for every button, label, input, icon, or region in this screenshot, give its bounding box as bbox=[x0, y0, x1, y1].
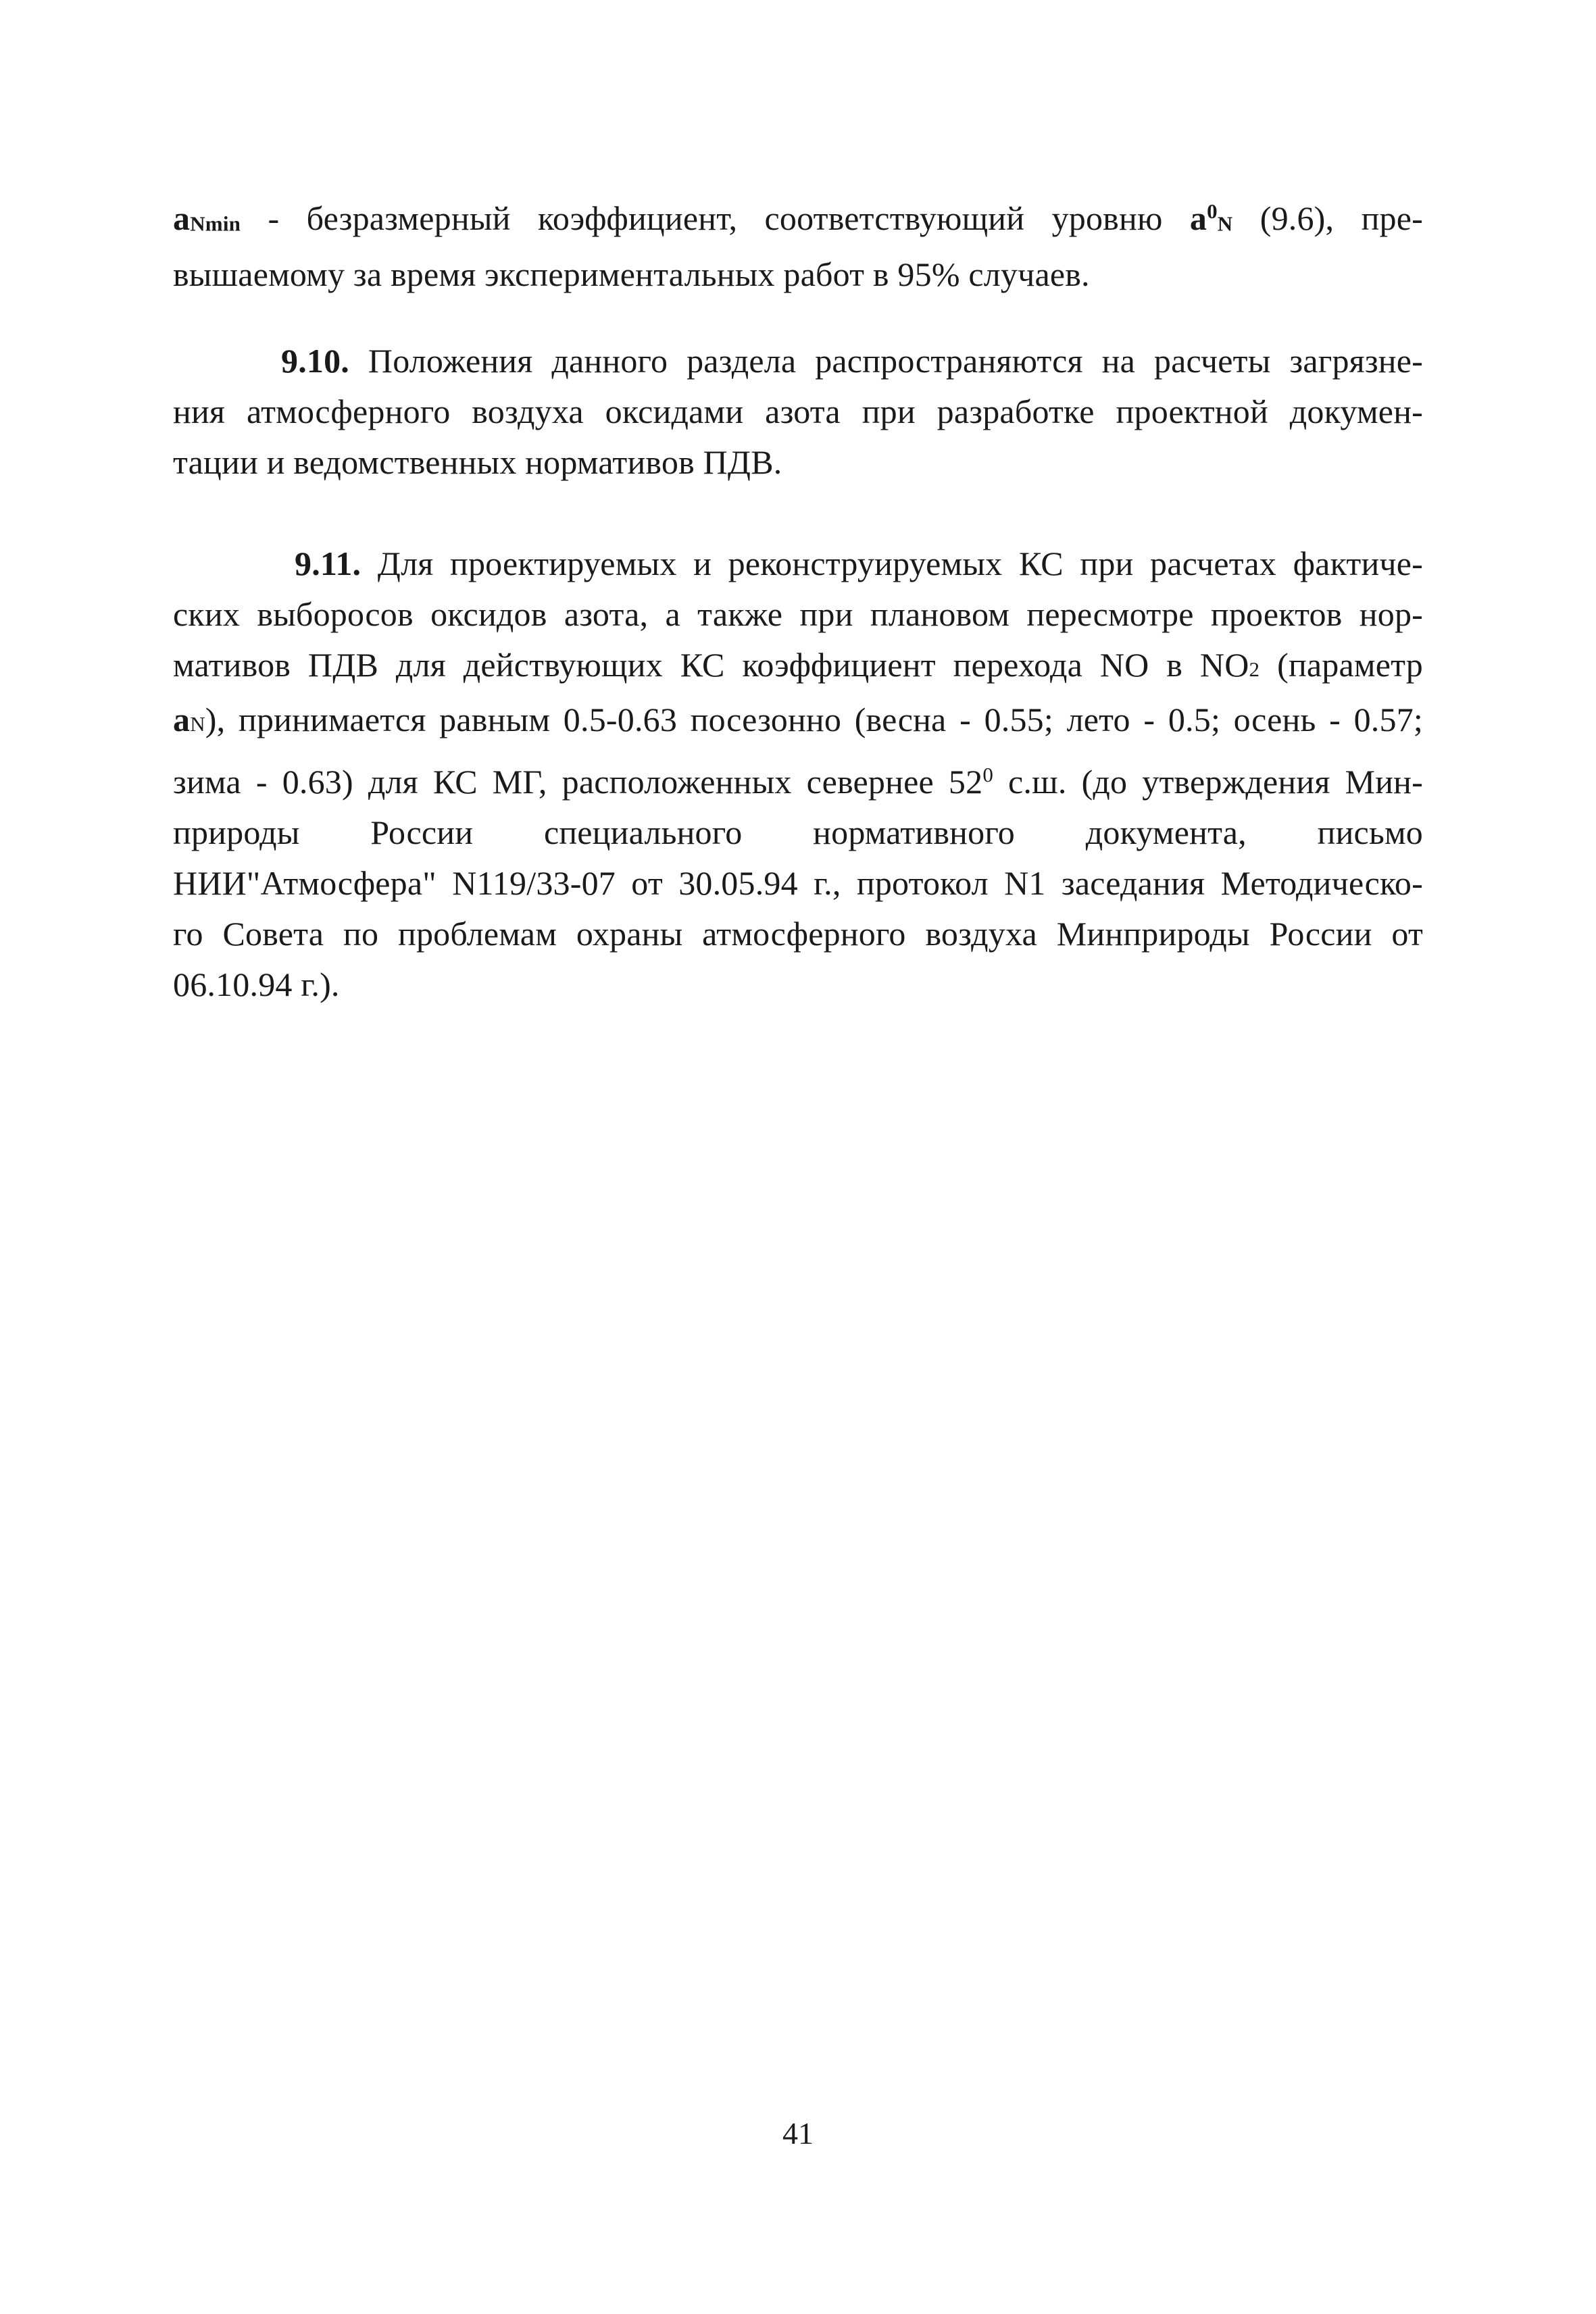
paragraph-line bbox=[173, 186, 1423, 249]
term-subscript: Nmin bbox=[190, 211, 241, 236]
page-number: 41 bbox=[782, 2116, 814, 2150]
ref-subscript: N bbox=[1217, 211, 1233, 236]
definition-text: - безразмерный коэффициент, соответствующий уровню bbox=[241, 199, 1190, 238]
paragraph-line: ских выборосов оксидов азота, а также при плановом пересмотре проектов нор- bbox=[173, 595, 1423, 633]
paragraph-line: вышаемому за время экспериментальных работ в 95% случаев. bbox=[173, 255, 1090, 293]
paragraph-line: го Совета по проблемам охраны атмосферного воздуха Минприроды России от bbox=[173, 915, 1423, 953]
paragraph-line: мативов ПДВ для действующих КС коэффициент перехода NO в NO2 (параметр bbox=[173, 646, 1423, 684]
paragraph-line: 9.10. Положения данного раздела распространяются на расчеты загрязне- bbox=[281, 342, 1423, 380]
definition-tail: (9.6), пре- bbox=[1232, 199, 1423, 238]
paragraph-line: зима - 0.63) для КС МГ, расположенных севернее $52^0$ с.ш. (до утверждения Мин- bbox=[173, 763, 1423, 801]
section-9-10 bbox=[173, 336, 1423, 488]
section-9-11 bbox=[173, 538, 1423, 1010]
paragraph-line: НИИ"Атмосфера" N119/33-07 от 30.05.94 г., протокол N1 заседания Методическо- bbox=[173, 864, 1423, 903]
degree-superscript: 0 bbox=[982, 763, 994, 786]
paragraph-line: 9.11. Для проектируемых и реконструируемых КС при расчетах фактиче- bbox=[295, 545, 1423, 582]
section-number: 9.10. bbox=[281, 342, 349, 380]
term-a: a bbox=[173, 701, 191, 738]
term-a: a bbox=[173, 199, 191, 238]
no2-subscript: 2 bbox=[1249, 657, 1260, 681]
paragraph-line: природы России специального нормативного документа, письмо bbox=[173, 813, 1423, 852]
ref-term-a: a bbox=[1189, 199, 1207, 238]
term-subscript: N bbox=[190, 712, 205, 736]
paragraph-line: тации и ведомственных нормативов ПДВ. bbox=[173, 443, 782, 481]
paragraph-anmin-definition bbox=[173, 186, 1423, 300]
section-number: 9.11. bbox=[295, 545, 361, 582]
ref-superscript: 0 bbox=[1207, 199, 1218, 223]
paragraph-line: ния атмосферного воздуха оксидами азота при разработке проектной докумен- bbox=[173, 393, 1423, 430]
paragraph-line: 06.10.94 г.). bbox=[173, 965, 340, 1004]
paragraph-line: aN), принимается равным 0.5-0.63 посезонно (весна - 0.55; лето - 0.5; осень - 0.57; bbox=[173, 701, 1423, 738]
